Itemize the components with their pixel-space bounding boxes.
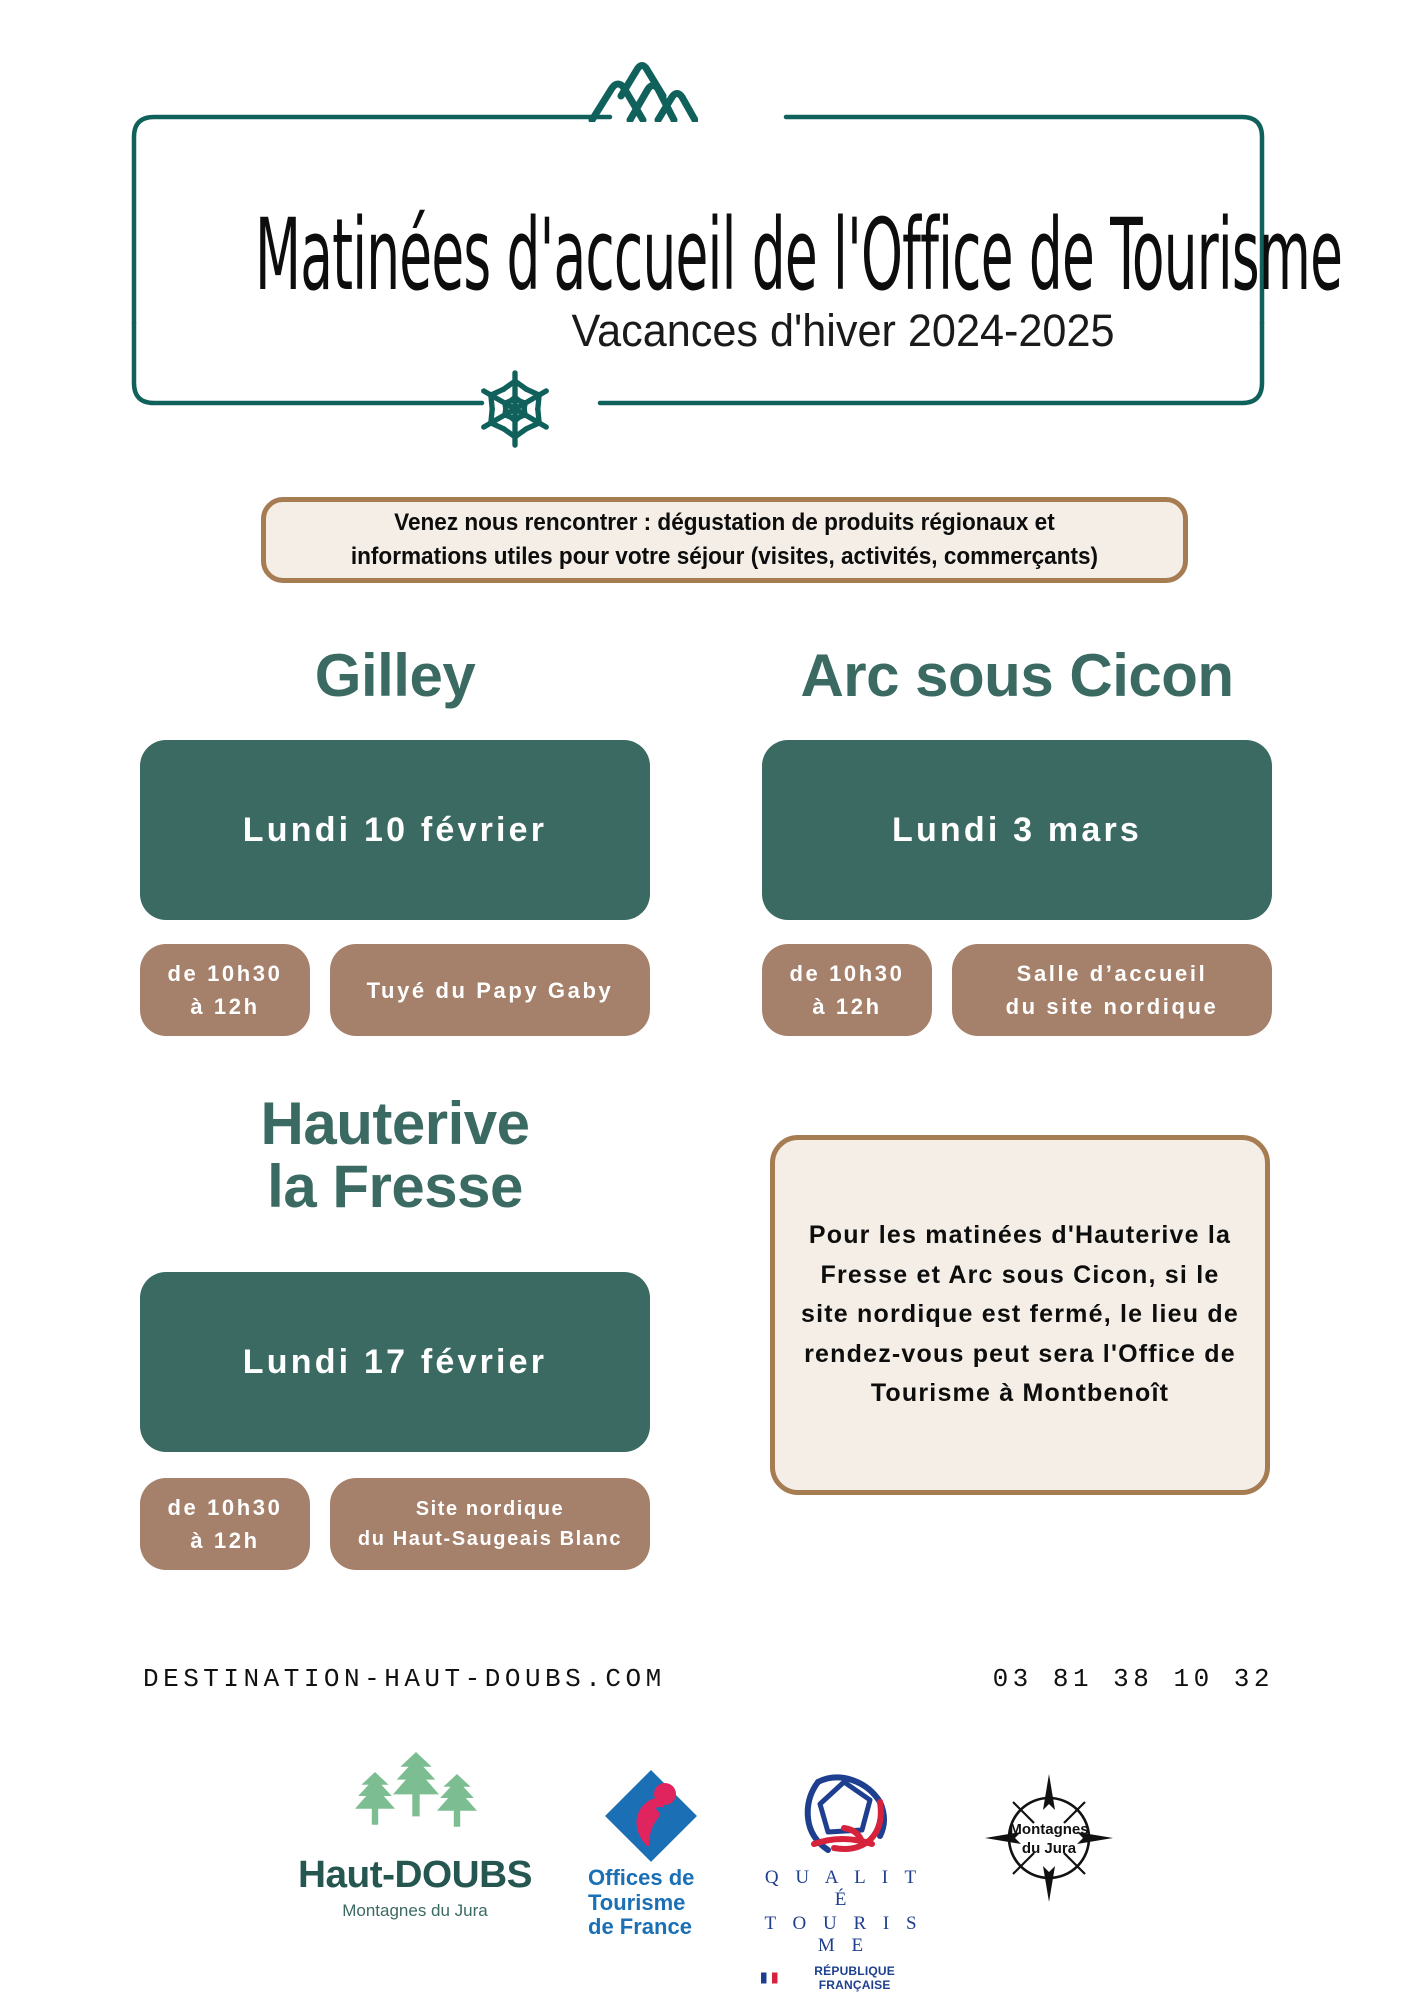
logo-haut-doubs-wordmark: Haut-DOUBS: [298, 1854, 532, 1896]
place-pill-hauterive-la-fresse: [330, 1478, 650, 1570]
logo-qualite-tourisme-line-2: T O U R I S M E: [764, 1913, 923, 1956]
logo-strip: [0, 1750, 1414, 1992]
otf-line-2: Tourisme: [588, 1889, 686, 1915]
place-pill-arc-sous-cicon: [952, 944, 1272, 1036]
logo-haut-doubs: [290, 1750, 540, 1921]
date-label-gilley: Lundi 10 février: [242, 810, 548, 849]
date-box-hauterive-la-fresse: [140, 1272, 650, 1452]
town-title-gilley: Gilley: [314, 642, 476, 709]
page-subtitle: Vacances d'hiver 2024-2025: [571, 305, 1115, 356]
intro-callout: [261, 497, 1188, 583]
town-title-arc-sous-cicon: Arc sous Cicon: [800, 642, 1234, 709]
town-title-hauterive-line-2: la Fresse: [267, 1153, 523, 1220]
date-box-gilley: [140, 740, 650, 920]
place-pill-gilley-text: Tuyé du Papy Gaby: [366, 977, 614, 1003]
date-label-arc-sous-cicon: Lundi 3 mars: [891, 810, 1142, 849]
date-label-hauterive-la-fresse: Lundi 17 février: [242, 1342, 548, 1381]
snowflake-icon: [474, 368, 556, 450]
logo-qualite-tourisme-line-1: Q U A L I T É: [764, 1867, 923, 1910]
time-pill-gilley-text: de 10h30 à 12h: [167, 961, 283, 1019]
diamond-person-icon: [588, 1768, 713, 1864]
place-pill-arc-text: Salle d’accueil du site nordique: [1005, 961, 1219, 1019]
logo-offices-tourisme-france: [588, 1768, 713, 1940]
footer-phone[interactable]: 03 81 38 10 32: [992, 1664, 1274, 1694]
intro-text: [334, 506, 1115, 574]
footer-website[interactable]: DESTINATION-HAUT-DOUBS.COM: [143, 1664, 666, 1694]
time-pill-hauterive-la-fresse: [140, 1478, 310, 1570]
intro-line-2: informations utiles pour votre séjour (visites, activités, commerçants): [350, 543, 1099, 570]
otf-line-1: Offices de: [588, 1865, 695, 1890]
note-callout: [770, 1135, 1270, 1495]
town-title-hauterive-line-1: Hauterive: [260, 1090, 530, 1157]
otf-line-3: de France: [588, 1914, 692, 1940]
svg-text:Montagnes: Montagnes: [1009, 1821, 1089, 1838]
note-text: Pour les matinées d'Hauterive la Fresse et Arc sous Cicon, si le site nordique est fermé, le lieu de rendez-vous peut sera l'Office de Tourisme à Montbenoît: [801, 1221, 1239, 1408]
place-pill-hauterive-text: Site nordique du Haut-Saugeais Blanc: [357, 1498, 623, 1550]
logo-qualite-tourisme: [761, 1772, 926, 1992]
logo-montagnes-du-jura: [974, 1768, 1124, 1908]
date-box-arc-sous-cicon: [762, 740, 1272, 920]
logo-haut-doubs-tagline: Montagnes du Jura: [342, 1901, 488, 1920]
french-flag-icon: [761, 1972, 779, 1984]
three-fir-trees-icon: [290, 1750, 540, 1850]
time-pill-arc-sous-cicon: [762, 944, 932, 1036]
intro-line-1: Venez nous rencontrer : dégustation de produits régionaux et: [394, 508, 1055, 536]
france-hexagon-icon: [761, 1772, 926, 1867]
time-pill-gilley: [140, 944, 310, 1036]
place-pill-gilley: [330, 944, 650, 1036]
compass-rose-icon: [974, 1768, 1124, 1908]
mountain-peaks-icon: [588, 62, 698, 122]
republique-francaise-text: RÉPUBLIQUE FRANÇAISE: [814, 1964, 895, 1992]
time-pill-arc-text: de 10h30 à 12h: [789, 961, 905, 1019]
town-title-hauterive-la-fresse: [140, 1092, 650, 1218]
time-pill-hauterive-text: de 10h30 à 12h: [167, 1495, 283, 1553]
svg-text:du Jura: du Jura: [1021, 1840, 1077, 1857]
republique-francaise-mark: [761, 1964, 926, 1992]
page-title: Matinées d'accueil de l'Office de Tourisme: [254, 196, 1343, 313]
logo-offices-tourisme-france-wordmark: [588, 1866, 713, 1940]
